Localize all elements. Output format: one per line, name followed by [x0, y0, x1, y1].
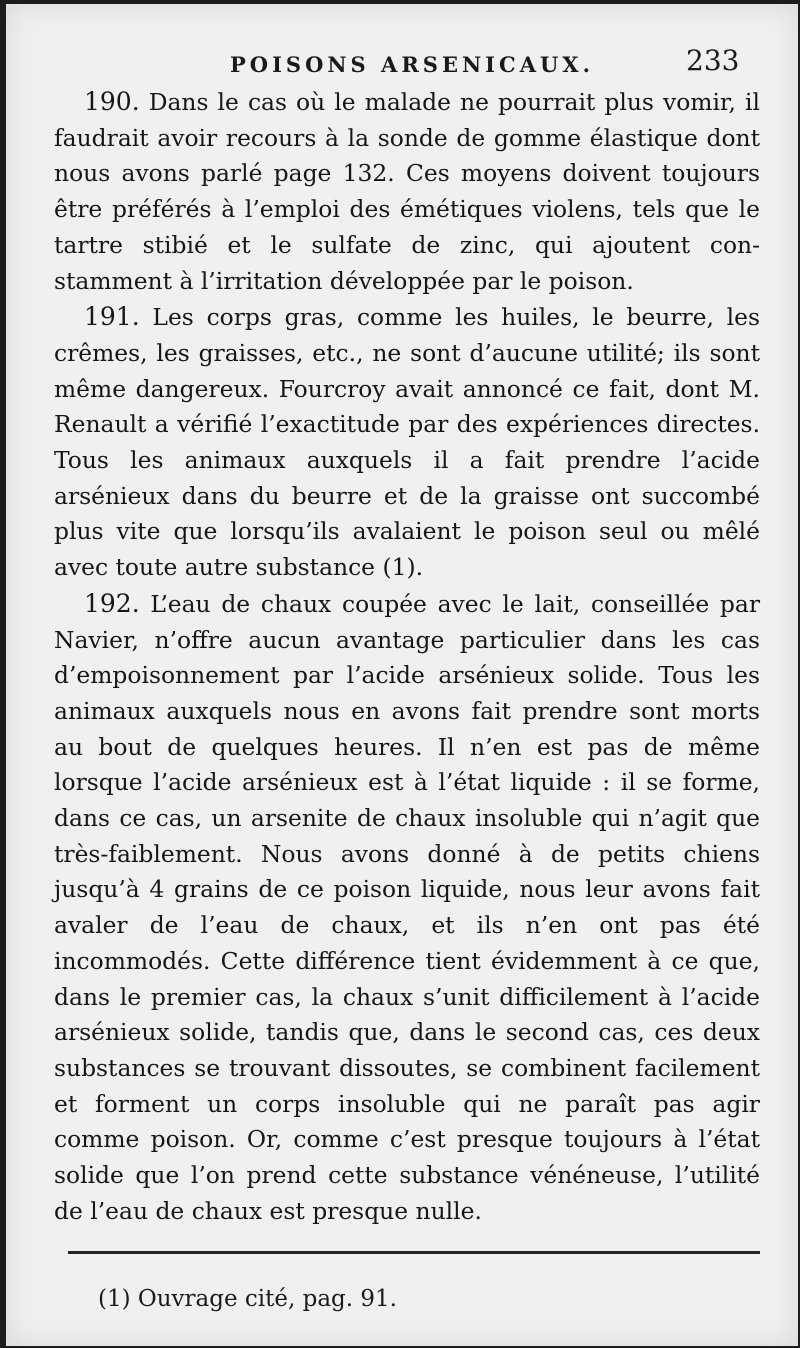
book-page	[6, 4, 798, 1346]
paragraph-number: 192.	[84, 588, 140, 618]
footnote: (1) Ouvrage cité, pag. 91.	[98, 1286, 397, 1312]
paragraph-number: 191.	[84, 302, 140, 332]
paragraph-191	[54, 299, 760, 586]
paragraph-text: Les corps gras, comme les huiles, le beurre, les crêmes, les graisses, etc., ne sont d’aucune utilité; ils sont même dangereux. Fourcroy avait annoncé ce fait, dont M. Renault a vérifié l’exactitude par des expériences directes. Tous les animaux auxquels il a fait prendre l’acide arsénieux dans du beurre et de la graisse ont succombé plus vite que lorsqu’ils avalaient le poison seul ou mêlé avec toute autre substance (1).	[54, 303, 760, 582]
page-number: 233	[686, 44, 740, 77]
page-header	[6, 44, 798, 84]
paragraph-190	[54, 84, 760, 299]
paragraph-192	[54, 586, 760, 1230]
body-text	[54, 84, 760, 1230]
paragraph-text: Dans le cas où le malade ne pourrait plus vomir, il faudrait avoir recours à la sonde de gomme élastique dont nous avons parlé page 132. Ces moyens doivent toujours être préférés à l’emploi des émétiques violens, tels que le tartre stibié et le sulfate de zinc, qui ajoutent constamment à l’irritation développée par le poison.	[54, 88, 760, 295]
paragraph-text: L’eau de chaux coupée avec le lait, conseillée par Navier, n’offre aucun avantage particulier dans les cas d’empoisonnement par l’acide arsénieux solide. Tous les animaux auxquels nous en avons fait prendre sont morts au bout de quelques heures. Il n’en est pas de même lorsque l’acide arsénieux est à l’état liquide : il se forme, dans ce cas, un arsenite de chaux insoluble qui n’agit que très-faiblement. Nous avons donné à de petits chiens jusqu’à 4 grains de ce poison liquide, nous leur avons fait avaler de l’eau de chaux, et ils n’en ont pas été incommodés. Cette différence tient évidemment à ce que, dans le premier cas, la chaux s’unit difficilement à l’acide arsénieux solide, tandis que, dans le second cas, ces deux substances se trouvant dissoutes, se combinent facilement et forment un corps insoluble qui ne paraît pas agir comme poison. Or, comme c’est presque toujours à l’état solide que l’on prend cette substance vénéneuse, l’utilité de l’eau de chaux est presque nulle.	[54, 589, 760, 1225]
running-title: POISONS ARSENICAUX.	[230, 52, 594, 77]
footnote-divider	[68, 1251, 760, 1254]
paragraph-number: 190.	[84, 87, 140, 116]
